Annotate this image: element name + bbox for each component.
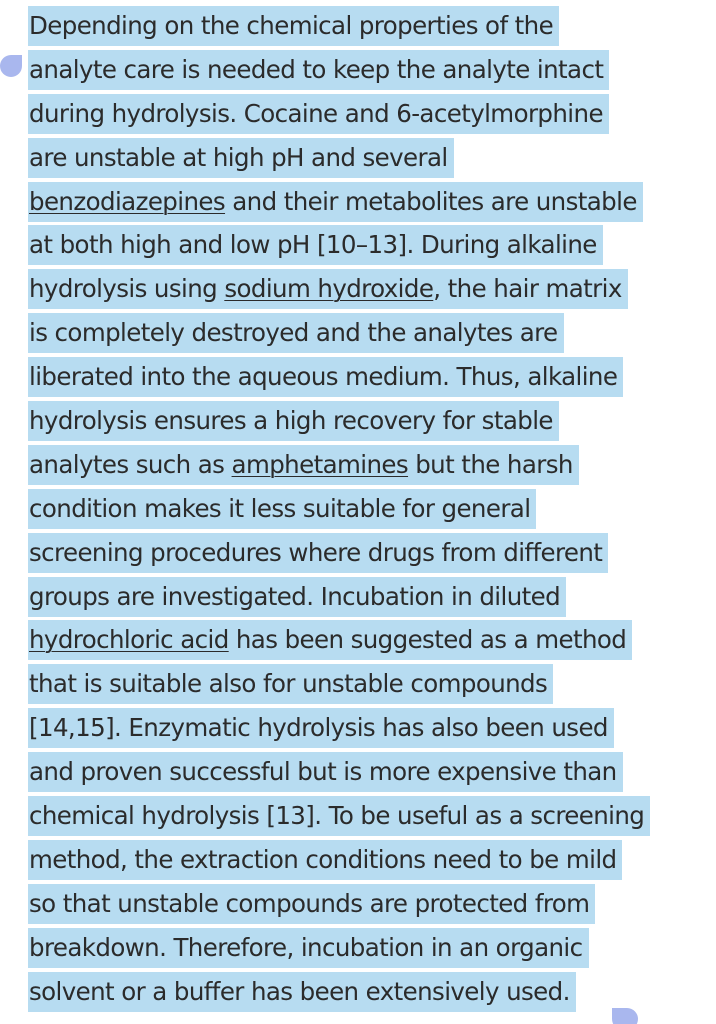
line-text-before: analytes such as <box>29 449 232 479</box>
line-text: Depending on the chemical properties of the <box>28 6 559 46</box>
line-text: screening procedures where drugs from different <box>28 533 608 573</box>
text-line <box>28 6 708 50</box>
selection-start-handle[interactable] <box>0 55 22 77</box>
text-line <box>28 752 708 796</box>
text-line <box>28 972 708 1016</box>
line-text: analyte care is needed to keep the analyte intact <box>28 50 609 90</box>
line-text <box>28 620 632 660</box>
line-text: hydrolysis ensures a high recovery for stable <box>28 401 559 441</box>
selected-paragraph[interactable] <box>28 6 708 1015</box>
line-text <box>28 269 628 309</box>
line-text-after: , the hair matrix <box>433 274 622 304</box>
line-text-after: has been suggested as a method <box>228 625 627 655</box>
line-text-before: hydrolysis using <box>29 274 225 304</box>
text-line <box>28 182 708 226</box>
line-text: [14,15]. Enzymatic hydrolysis has also been used <box>28 708 614 748</box>
text-line <box>28 489 708 533</box>
text-line <box>28 840 708 884</box>
line-text: condition makes it less suitable for general <box>28 489 536 529</box>
line-text: are unstable at high pH and several <box>28 138 454 178</box>
text-line <box>28 445 708 489</box>
selection-end-handle[interactable] <box>612 1008 638 1024</box>
line-text: liberated into the aqueous medium. Thus, alkaline <box>28 357 623 397</box>
text-line <box>28 94 708 138</box>
line-text <box>28 182 643 222</box>
link-amphetamines[interactable]: amphetamines <box>231 449 409 479</box>
link-hydrochloric-acid[interactable]: hydrochloric acid <box>29 625 229 655</box>
line-text <box>28 445 579 485</box>
link-sodium-hydroxide[interactable]: sodium hydroxide <box>224 274 434 304</box>
text-line <box>28 401 708 445</box>
link-benzodiazepines[interactable]: benzodiazepines <box>29 186 226 216</box>
line-text: is completely destroyed and the analytes are <box>28 313 564 353</box>
text-line <box>28 313 708 357</box>
text-line <box>28 357 708 401</box>
text-line <box>28 533 708 577</box>
text-line <box>28 884 708 928</box>
text-line <box>28 225 708 269</box>
line-text-after: but the harsh <box>408 449 573 479</box>
text-line <box>28 138 708 182</box>
text-line <box>28 928 708 972</box>
line-text: at both high and low pH [10–13]. During alkaline <box>28 225 603 265</box>
line-text: so that unstable compounds are protected from <box>28 884 595 924</box>
line-text: method, the extraction conditions need to be mild <box>28 840 622 880</box>
text-line <box>28 50 708 94</box>
text-line <box>28 577 708 621</box>
line-text: breakdown. Therefore, incubation in an organic <box>28 928 589 968</box>
text-line <box>28 664 708 708</box>
line-text: that is suitable also for unstable compounds <box>28 664 553 704</box>
line-text: and proven successful but is more expensive than <box>28 752 623 792</box>
line-text: groups are investigated. Incubation in diluted <box>28 577 566 617</box>
line-text: during hydrolysis. Cocaine and 6-acetylmorphine <box>28 94 609 134</box>
text-line <box>28 708 708 752</box>
text-line <box>28 620 708 664</box>
line-text-after: and their metabolites are unstable <box>225 186 637 216</box>
text-line <box>28 269 708 313</box>
text-line <box>28 796 708 840</box>
line-text: solvent or a buffer has been extensively used. <box>28 972 576 1012</box>
line-text: chemical hydrolysis [13]. To be useful as a screening <box>28 796 650 836</box>
